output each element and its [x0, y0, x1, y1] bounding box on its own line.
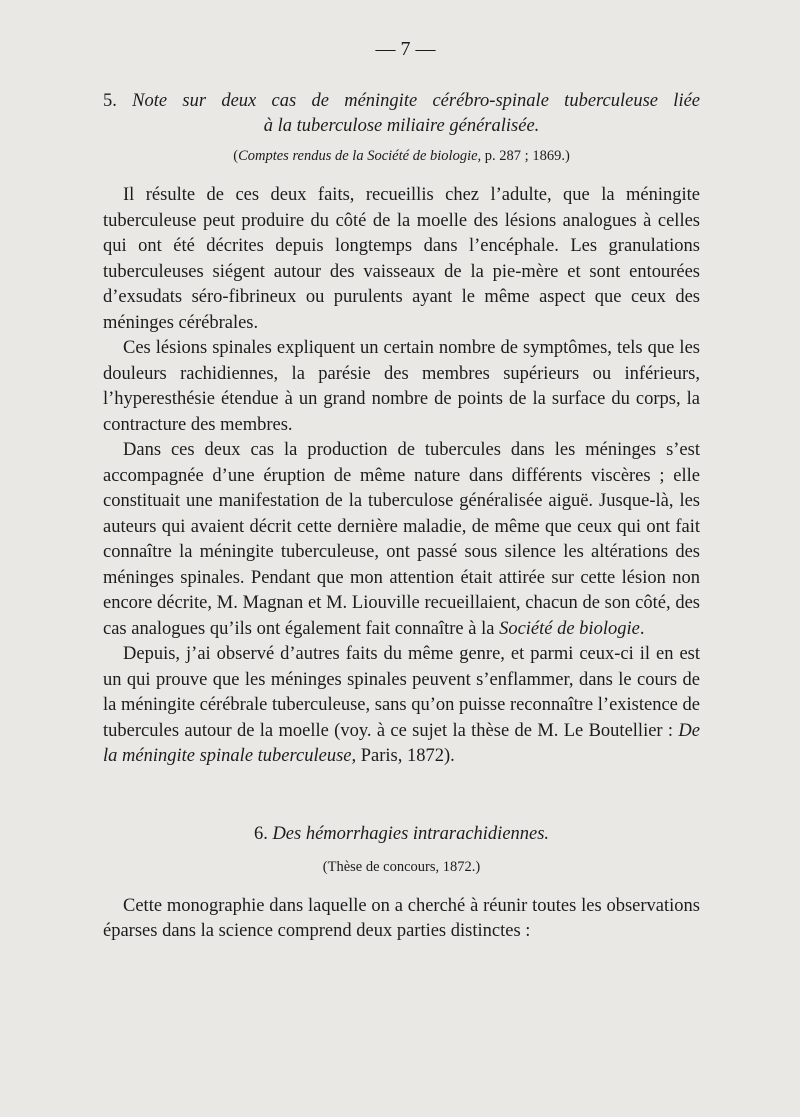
- reference-journal: Comptes rendus de la Société de biologie,: [238, 148, 482, 164]
- paragraph-1: Il résulte de ces deux faits, recueillis chez l’adulte, que la méningite tuberculeuse peut produire du côté de la moelle des lésions analogues à celles qui ont été décrites depuis longtemps dans l’encéphale. Les granulations tuberculeuses siégent autour des vaisseaux de la pie-mère et sont entourées d’exsudats séro-fibrineux ou purulents ayant le même aspect que ceux des méninges cérébrales.: [103, 185, 700, 333]
- section-5-title-line-2: [103, 114, 700, 138]
- paragraph-2: Ces lésions spinales expliquent un certain nombre de symptômes, tels que les douleurs rachidiennes, la parésie des membres supérieurs ou inférieurs, l’hyperesthésie étendue à un grand nombre de points de la surface du corps, la contracture des membres.: [103, 338, 700, 435]
- section-5-reference: [103, 148, 700, 165]
- reference-open-paren: (: [233, 148, 239, 164]
- paragraph-3-italic: Société de biologie: [499, 618, 640, 639]
- page-content: [103, 38, 700, 945]
- paragraph-3-text: Dans ces deux cas la production de tubercules dans les méninges s’est accompagnée d’une éruption de même nature dans différents viscères ; elle constituait une manifestation de la tuberculose généralisée aiguë. Jusque-là, les auteurs qui avaient décrit cette dernière maladie, de même que ceux qui ont fait connaître la méningite tuberculeuse, ont passé sous silence les altérations des méninges spinales. Pendant que mon attention était attirée sur cette lésion non encore décrite, M. Magnan et M. Liouville recueillaient, chacun de son côté, des cas analogues qu’ils ont également fait connaître à la: [103, 440, 700, 639]
- section-6-title: Des hémorrhagies intrarachidiennes.: [272, 823, 550, 844]
- section-6-reference: (Thèse de concours, 1872.): [322, 858, 481, 875]
- paragraph-5: Cette monographie dans laquelle on a cherché à réunir toutes les observations éparses dans la science comprend deux parties distinctes :: [103, 895, 700, 941]
- page-number: — 7 —: [375, 38, 436, 60]
- paragraph-4-text: Depuis, j’ai observé d’autres faits du même genre, et parmi ceux-ci il en est un qui prouve que les méninges spinales peuvent s’enflammer, dans le cours de la méningite cérébrale tuberculeuse, sans qu’on puisse reconnaître l’existence de tubercules autour de la moelle (voy. à ce sujet la thèse de M. Le Boutellier :: [103, 644, 700, 741]
- paragraph-3-end: .: [639, 618, 645, 639]
- section-6-number: 6.: [253, 823, 268, 844]
- section-5-title-text: Note sur deux cas de méningite cérébro-spinale tuberculeuse liée: [132, 91, 701, 111]
- paragraph-4-italic: De la méningite spinale tuberculeuse,: [103, 720, 700, 766]
- section-6-heading: [103, 824, 700, 845]
- section-5-number: 5.: [103, 91, 117, 111]
- section-5-title-text-2: à la tuberculose miliaire généralisée.: [263, 116, 540, 136]
- paragraph-4: [103, 642, 700, 770]
- reference-details: p. 287 ; 1869.): [481, 148, 570, 164]
- paragraph-3: [103, 438, 700, 642]
- paragraph-4-end: Paris, 1872).: [356, 746, 455, 766]
- section-5-title-line-1: [103, 89, 700, 113]
- section-5-heading: [103, 89, 700, 138]
